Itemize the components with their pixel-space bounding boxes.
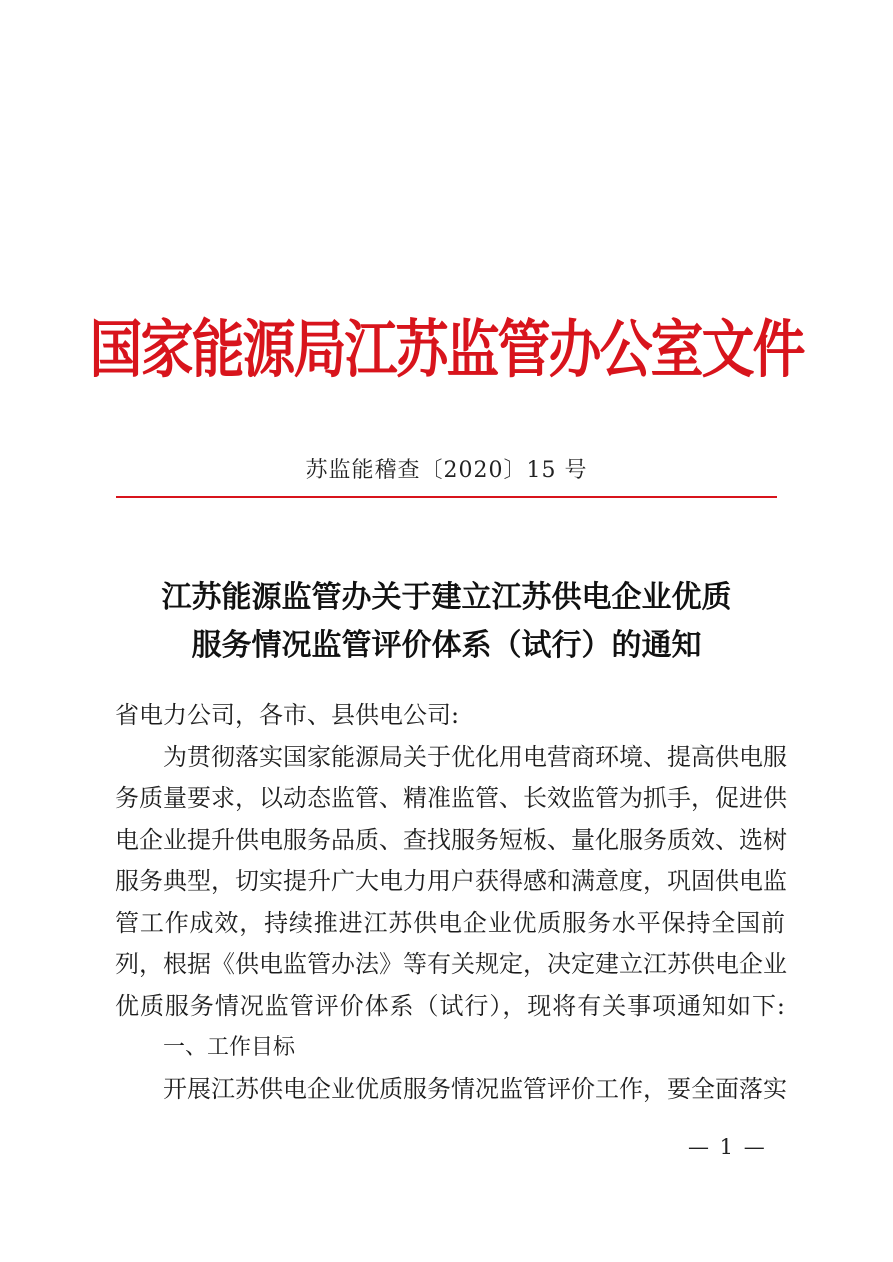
paragraph-1-line-7: 优质服务情况监管评价体系（试行），现将有关事项通知如下: <box>115 991 785 1020</box>
notice-title <box>100 574 793 670</box>
document-number: 苏监能稽查〔2020〕15 号 <box>305 458 588 483</box>
notice-title-line-2: 服务情况监管评价体系（试行）的通知 <box>191 628 702 663</box>
notice-body <box>115 695 785 1110</box>
notice-title-line-1: 江苏能源监管办关于建立江苏供电企业优质 <box>161 580 732 615</box>
salutation: 省电力公司，各市、县供电公司: <box>115 701 460 729</box>
paragraph-1-line-5: 管工作成效，持续推进江苏供电企业优质服务水平保持全国前 <box>115 908 785 937</box>
paragraph-1-line-4: 服务典型，切实提升广大电力用户获得感和满意度，巩固供电监 <box>115 867 787 895</box>
paragraph-1-line-3: 电企业提升供电服务品质、查找服务短板、量化服务质效、选树 <box>115 825 787 854</box>
paragraph-1-line-2: 务质量要求，以动态监管、精准监管、长效监管为抓手，促进供 <box>115 784 787 812</box>
paragraph-1-line-1: 为贯彻落实国家能源局关于优化用电营商环境、提高供电服 <box>163 742 787 771</box>
section-1-heading: 一、工作目标 <box>163 1035 296 1060</box>
paragraph-1-line-6: 列，根据《供电监管办法》等有关规定，决定建立江苏供电企业 <box>115 950 787 978</box>
red-divider-line <box>116 496 777 498</box>
paragraph-2-line-1: 开展江苏供电企业优质服务情况监管评价工作，要全面落实 <box>163 1074 787 1103</box>
page-number: — 1 — <box>688 1135 767 1159</box>
issuer-red-header: 国家能源局江苏监管办公室文件 <box>89 312 804 387</box>
